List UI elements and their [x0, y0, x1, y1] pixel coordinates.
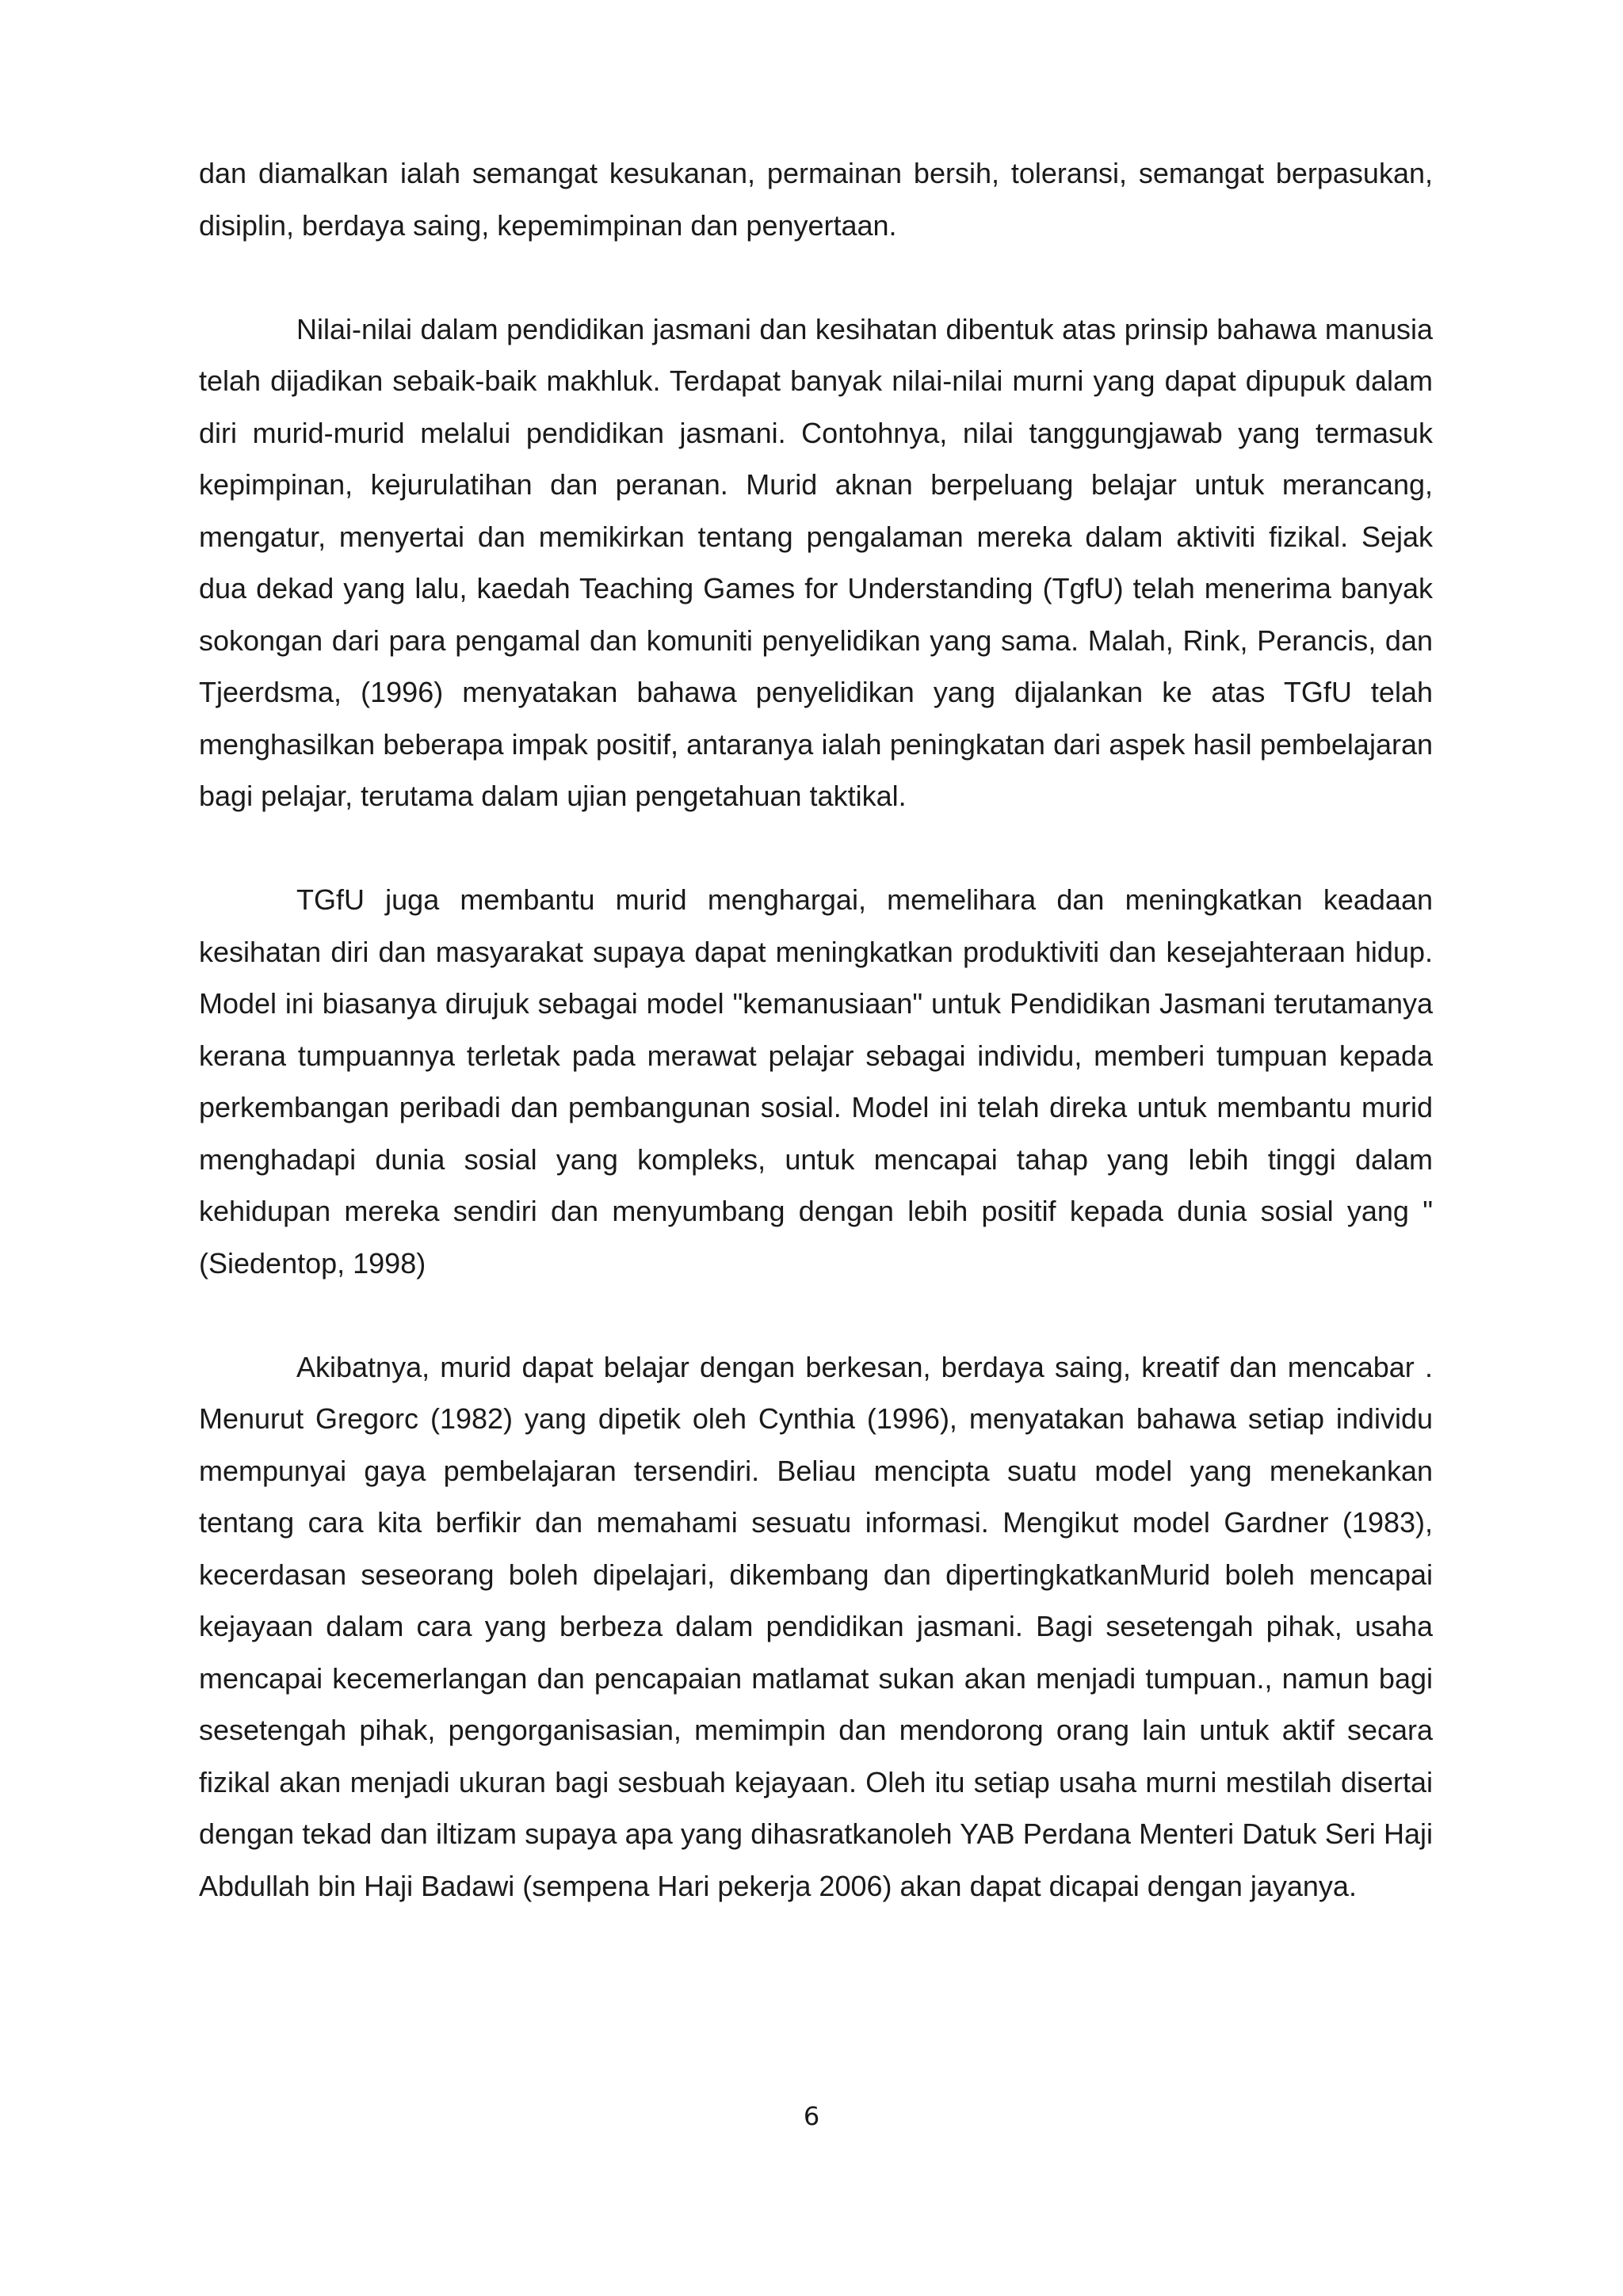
- body-text: [199, 147, 1433, 1964]
- page-number: 6: [803, 2101, 820, 2131]
- paragraph-akibatnya: Akibatnya, murid dapat belajar dengan berkesan, berdaya saing, kreatif dan mencabar . Menurut Gregorc (1982) yang dipetik oleh Cynthia (1996), menyatakan bahawa setiap individu mempunyai gaya pembelajaran tersendiri. Beliau mencipta suatu model yang menekankan tentang cara kita berfikir dan memahami sesuatu informasi. Mengikut model Gardner (1983), kecerdasan seseorang boleh dipelajari, dikembang dan dipertingkatkanMurid boleh mencapai kejayaan dalam cara yang berbeza dalam pendidikan jasmani. Bagi sesetengah pihak, usaha mencapai kecemerlangan dan pencapaian matlamat sukan akan menjadi tumpuan., namun bagi sesetengah pihak, pengorganisasian, memimpin dan mendorong orang lain untuk aktif secara fizikal akan menjadi ukuran bagi sesbuah kejayaan. Oleh itu setiap usaha murni mestilah disertai dengan tekad dan iltizam supaya apa yang dihasratkanoleh YAB Perdana Menteri Datuk Seri Haji Abdullah bin Haji Badawi (sempena Hari pekerja 2006) akan dapat dicapai dengan jayanya.: [199, 1350, 1433, 1902]
- paragraph-nilai-nilai: Nilai-nilai dalam pendidikan jasmani dan kesihatan dibentuk atas prinsip bahawa manusia telah dijadikan sebaik-baik makhluk. Terdapat banyak nilai-nilai murni yang dapat dipupuk dalam diri murid-murid melalui pendidikan jasmani. Contohnya, nilai tanggungjawab yang termasuk kepimpinan, kejurulatihan dan peranan. Murid aknan berpeluang belajar untuk merancang, mengatur, menyertai dan memikirkan tentang pengalaman mereka dalam aktiviti fizikal. Sejak dua dekad yang lalu, kaedah Teaching Games for Understanding (TgfU) telah menerima banyak sokongan dari para pengamal dan komuniti penyelidikan yang sama. Malah, Rink, Perancis, dan Tjeerdsma, (1996) menyatakan bahawa penyelidikan yang dijalankan ke atas TGfU telah menghasilkan beberapa impak positif, antaranya ialah peningkatan dari aspek hasil pembelajaran bagi pelajar, terutama dalam ujian pengetahuan taktikal.: [199, 312, 1433, 812]
- paragraph-tgfu: TGfU juga membantu murid menghargai, memelihara dan meningkatkan keadaan kesihatan diri dan masyarakat supaya dapat meningkatkan produktiviti dan kesejahteraan hidup. Model ini biasanya dirujuk sebagai model "kemanusiaan" untuk Pendidikan Jasmani terutamanya kerana tumpuannya terletak pada merawat pelajar sebagai individu, memberi tumpuan kepada perkembangan peribadi dan pembangunan sosial. Model ini telah direka untuk membantu murid menghadapi dunia sosial yang kompleks, untuk mencapai tahap yang lebih tinggi dalam kehidupan mereka sendiri dan menyumbang dengan lebih positif kepada dunia sosial yang "(Siedentop, 1998): [199, 883, 1433, 1280]
- paragraph-continuation: dan diamalkan ialah semangat kesukanan, permainan bersih, toleransi, semangat berpasukan, disiplin, berdaya saing, kepemimpinan dan penyertaan.: [199, 157, 1433, 242]
